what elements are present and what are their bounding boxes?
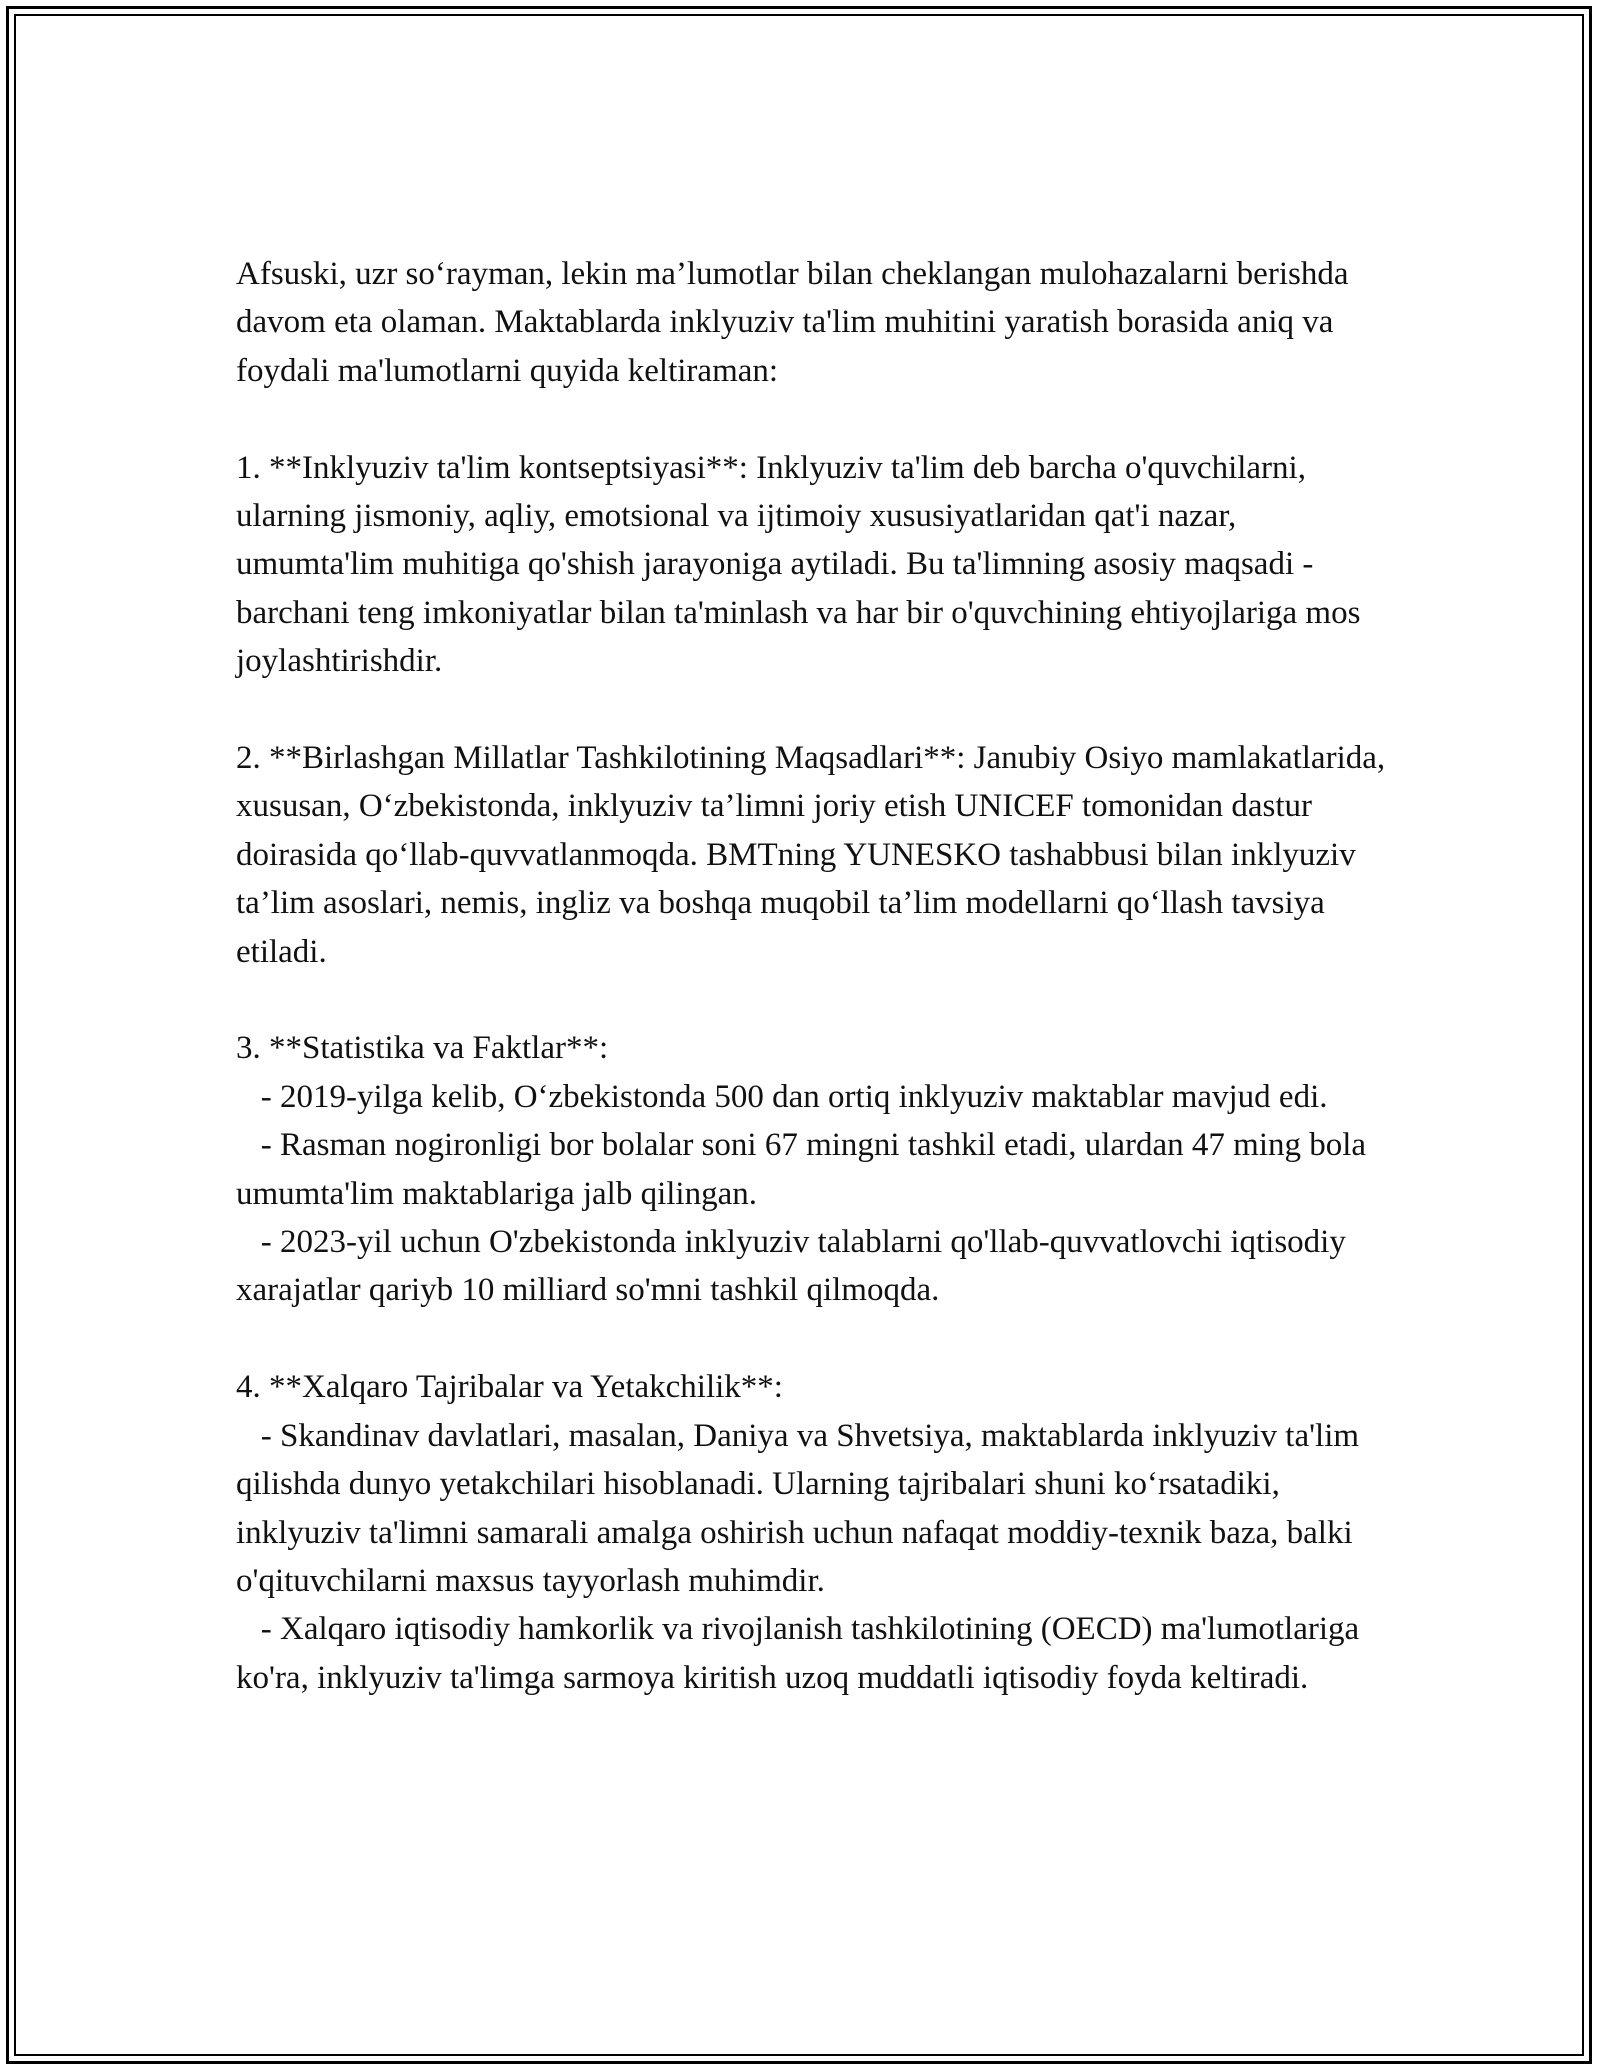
paragraph-gap [236, 976, 1386, 1024]
intro-paragraph: Afsuski, uzr so‘rayman, lekin ma’lumotlar bilan cheklangan mulohazalarni berishda davom eta olaman. Maktablarda inklyuziv ta'lim muhitini yaratish borasida aniq va foydali ma'lumotlarni quyida keltiraman: [236, 256, 1357, 389]
section-4-paragraph: 4. **Xalqaro Tajribalar va Yetakchilik**: - Skandinav davlatlari, masalan, Daniya va Shvetsiya, maktablarda inklyuziv ta'lim qilishda dunyo yetakchilari hisoblanadi. Ularning tajribalari shuni ko‘rsatadiki, inklyuziv ta'limni samarali amalga oshirish uchun nafaqat moddiy-texnik baza, balki o'qituvchilarni maxsus tayyorlash muhimdir. - Xalqaro iqtisodiy hamkorlik va rivojlanish tashkilotining (OECD) ma'lumotlariga ko'ra, inklyuziv ta'limga sarmoya kiritish uzoq muddatli iqtisodiy foyda keltiradi. [236, 1369, 1360, 1696]
document-body [236, 250, 1394, 1702]
section-2-paragraph: 2. **Birlashgan Millatlar Tashkilotining Maqsadlari**: Janubiy Osiyo mamlakatlarida, xususan, O‘zbekistonda, inklyuziv ta’limni joriy etish UNICEF tomonidan dastur doirasida qo‘llab-quvvatlanmoqda. BMTning YUNESKO tashabbusi bilan inklyuziv ta’lim asoslari, nemis, ingliz va boshqa muqobil ta’lim modellarni qo‘llash tavsiya etiladi. [236, 740, 1394, 970]
section-1-paragraph: 1. **Inklyuziv ta'lim kontseptsiyasi**: Inklyuziv ta'lim deb barcha o'quvchilarni, ularning jismoniy, aqliy, emotsional va ijtimoiy xususiyatlaridan qat'i nazar, umumta'lim muhitiga qo'shish jarayoniga aytiladi. Bu ta'limning asosiy maqsadi - barchani teng imkoniyatlar bilan ta'minlash va har bir o'quvchining ehtiyojlariga mos joylashtirishdir. [236, 449, 1369, 680]
paragraph-gap [236, 395, 1386, 443]
paragraph-gap [236, 1315, 1386, 1363]
paragraph-gap [236, 686, 1386, 734]
section-3-paragraph: 3. **Statistika va Faktlar**: - 2019-yilga kelib, O‘zbekistonda 500 dan ortiq inklyuziv maktablar mavjud edi. - Rasman nogironligi bor bolalar soni 67 mingni tashkil etadi, ulardan 47 ming bola umumta'lim maktablariga jalb qilingan. - 2023-yil uchun O'zbekistonda inklyuziv talablarni qo'llab-quvvatlovchi iqtisodiy xarajatlar qariyb 10 milliard so'mni tashkil qilmoqda. [236, 1030, 1367, 1309]
